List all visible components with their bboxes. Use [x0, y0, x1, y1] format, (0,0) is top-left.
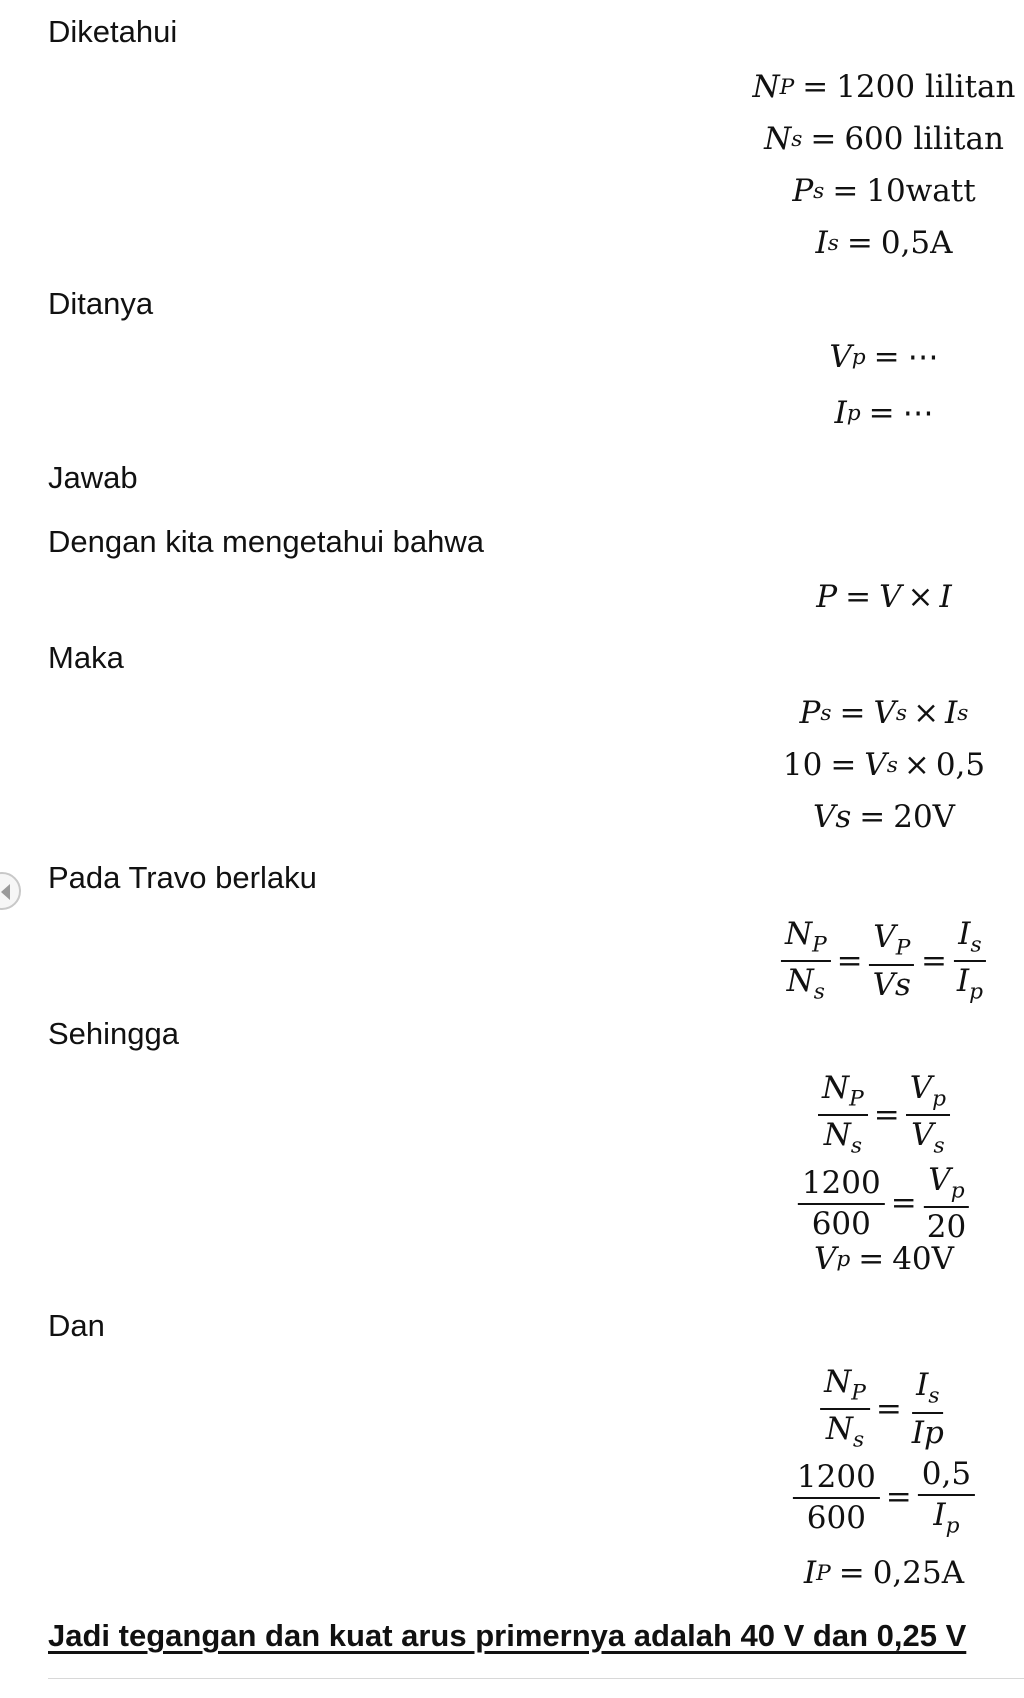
eq-trafo-ratio: $\frac{N_P}{N_s}$ = $\frac{V_P}{Vs}$ = $\frac{I_s}{I_p}$: [779, 918, 989, 1005]
side-nav-arrow-icon[interactable]: [0, 872, 21, 910]
eq-power-formula: P = V × I: [816, 579, 952, 615]
eq-ratio-current-numbers: $\frac{1200}{600}$ = $\frac{0,5}{I_p}$: [791, 1458, 977, 1538]
eq-vp-result: V p = 40V: [813, 1241, 955, 1277]
heading-diketahui: Diketahui: [48, 14, 178, 49]
eq-10-vs: 10 = V s × 0,5: [782, 747, 986, 783]
eq-ns: N s = 600 lilitan: [764, 121, 1004, 157]
conclusion-text: Jadi tegangan dan kuat arus primernya adalah 40 V dan 0,25 V: [48, 1618, 967, 1653]
eq-ratio-current: $\frac{N_P}{N_s}$ = $\frac{I_s}{Ip}$: [818, 1366, 950, 1453]
heading-ditanya: Ditanya: [48, 286, 154, 321]
heading-dengan: Dengan kita mengetahui bahwa: [48, 524, 485, 559]
eq-ip-asked: I p = ⋯: [834, 395, 934, 431]
heading-maka: Maka: [48, 640, 124, 675]
heading-sehingga: Sehingga: [48, 1016, 180, 1051]
eq-vp-asked: V p = ⋯: [829, 339, 939, 375]
eq-np: N P = 1200 lilitan: [752, 69, 1016, 105]
bottom-divider: [48, 1678, 1024, 1679]
eq-ps-vs-is: P s = V s × I s: [799, 695, 969, 731]
eq-is: I s = 0,5A: [815, 225, 953, 261]
eq-ps: P s = 10watt: [792, 173, 976, 209]
heading-pada-travo: Pada Travo berlaku: [48, 860, 317, 895]
eq-vs-result: Vs = 20V: [812, 799, 956, 835]
eq-ratio-voltage: $\frac{N_P}{N_s}$ = $\frac{V_p}{V_s}$: [816, 1072, 952, 1159]
heading-jawab: Jawab: [48, 460, 138, 495]
heading-dan: Dan: [48, 1308, 105, 1343]
eq-ratio-voltage-numbers: $\frac{1200}{600}$ = $\frac{V_p}{20}$: [796, 1164, 972, 1244]
eq-ip-result: I P = 0,25A: [803, 1555, 965, 1591]
